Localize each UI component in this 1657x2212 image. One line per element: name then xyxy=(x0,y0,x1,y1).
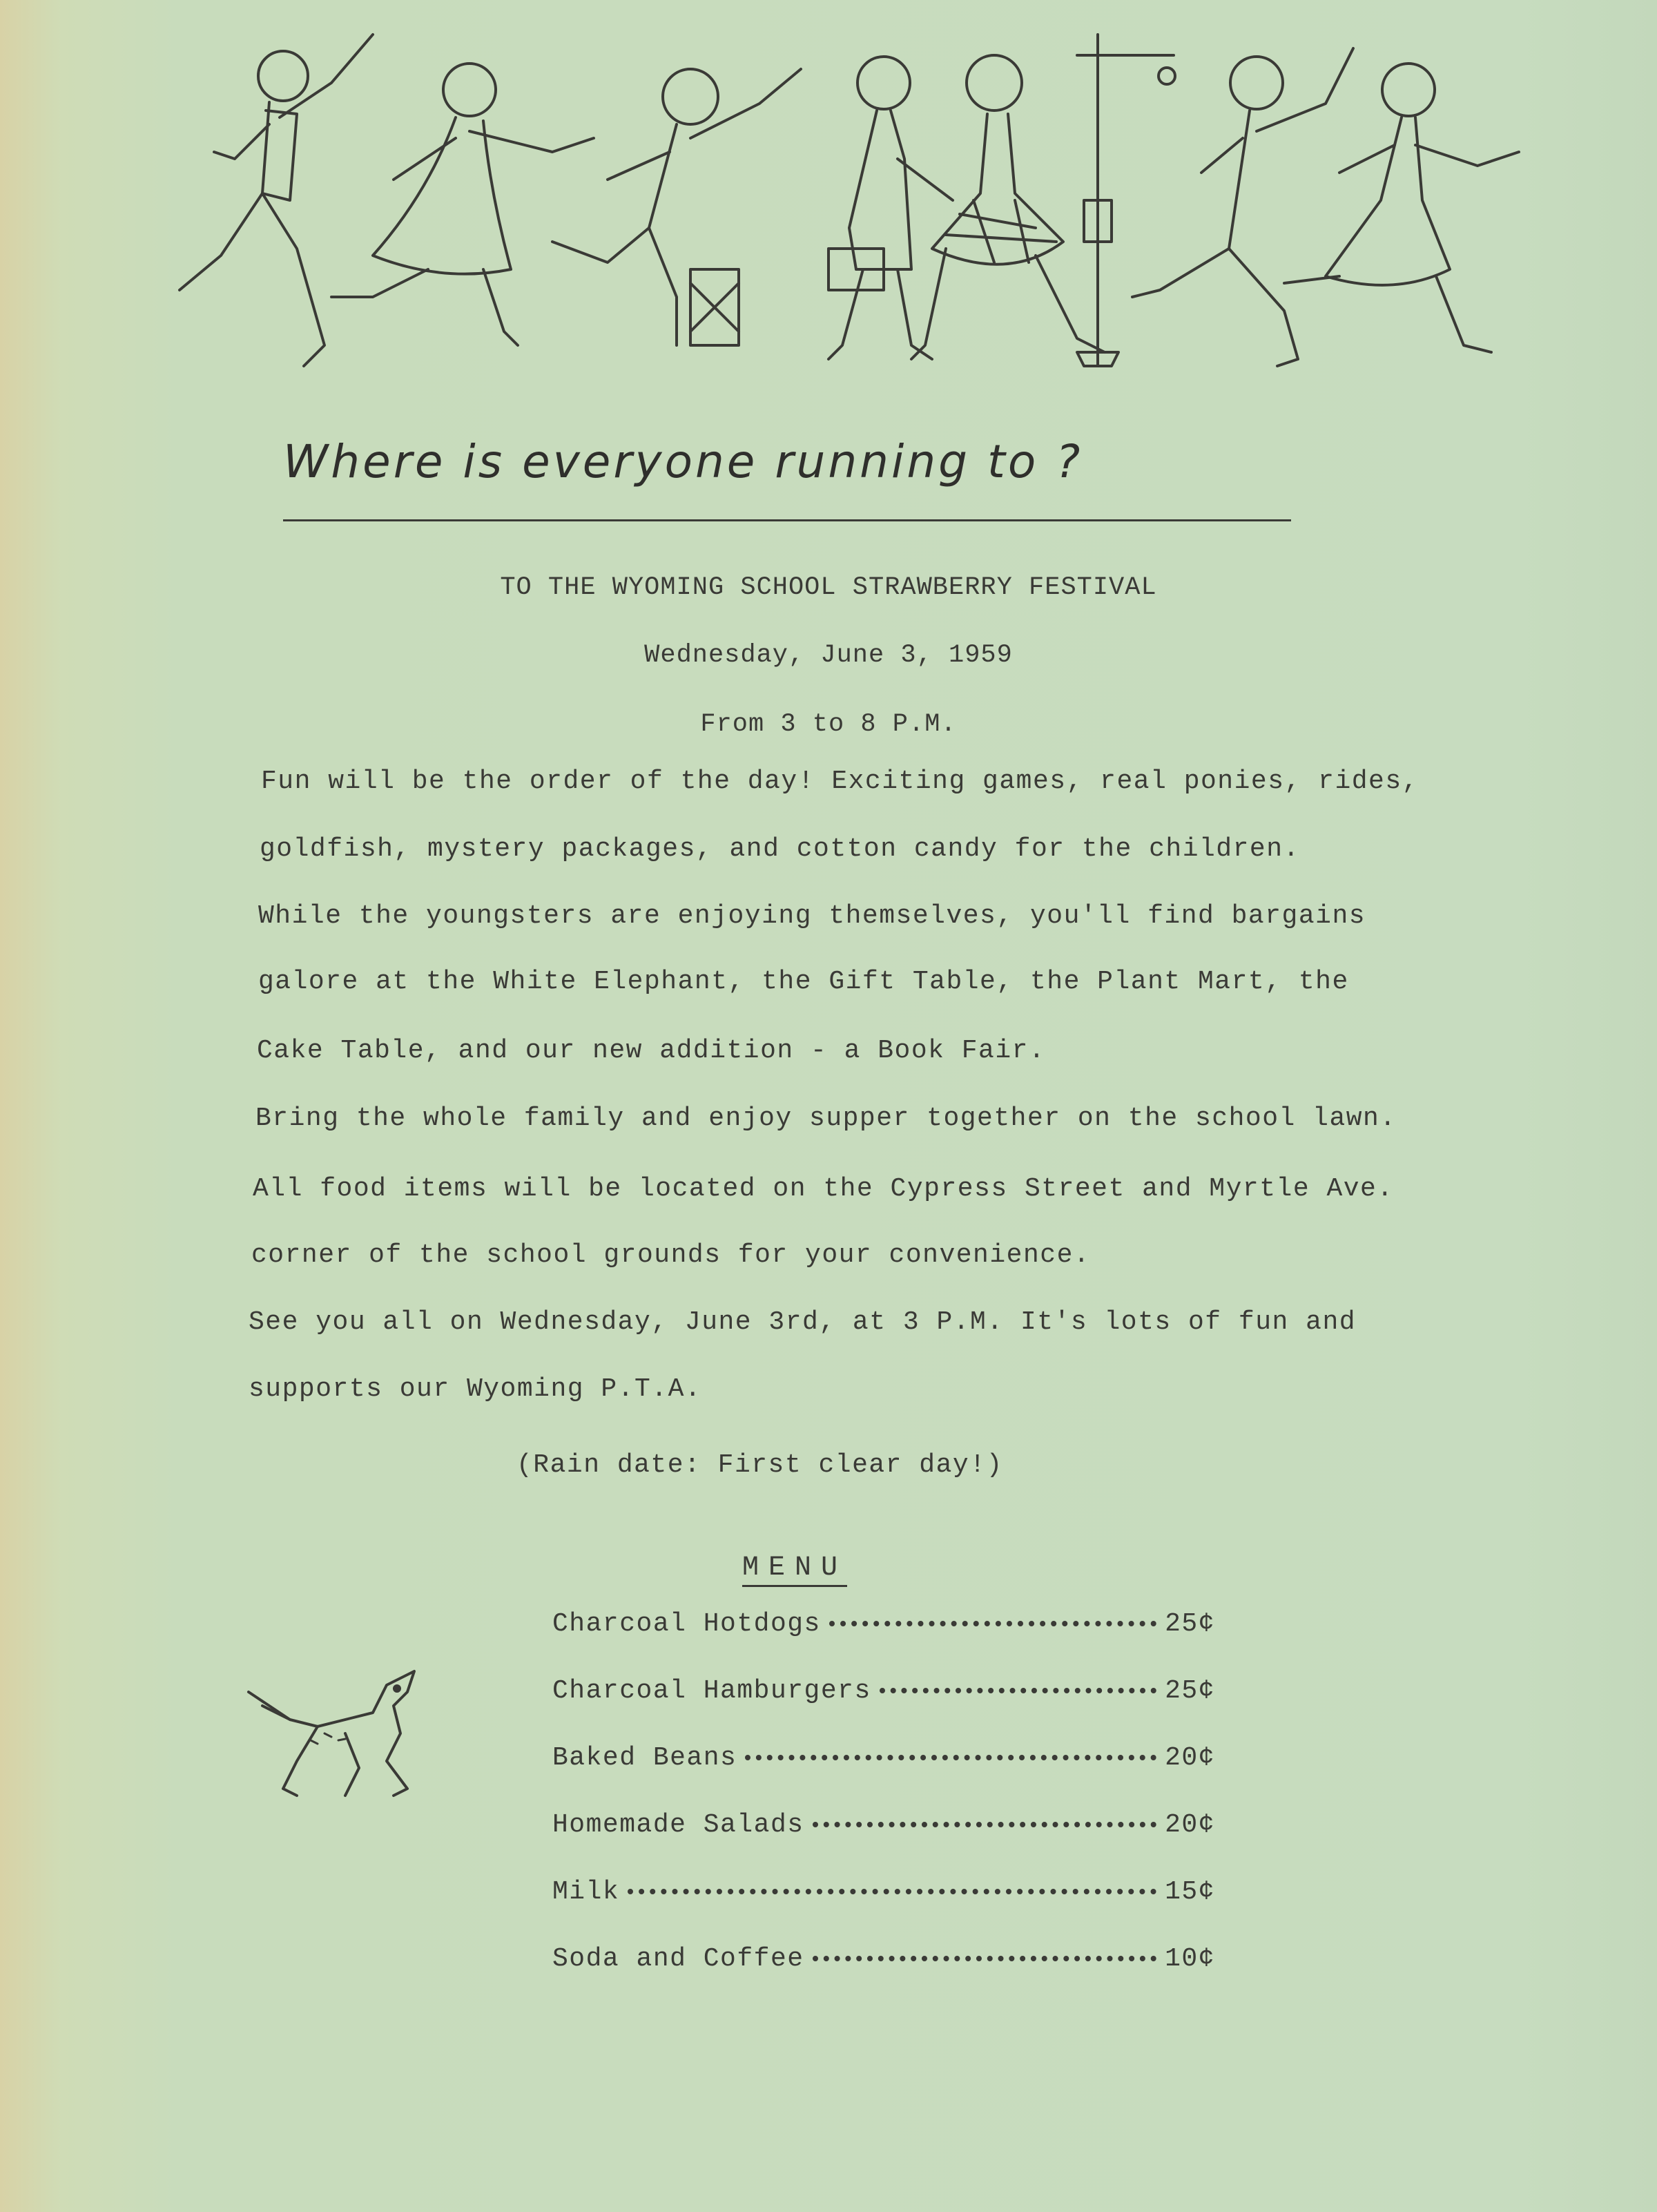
menu-item-name: Charcoal Hamburgers xyxy=(552,1676,871,1706)
paragraph-line: goldfish, mystery packages, and cotton candy for the children. xyxy=(260,834,1300,864)
paragraph-line: While the youngsters are enjoying themselves, you'll find bargains xyxy=(258,901,1366,931)
event-date: Wednesday, June 3, 1959 xyxy=(644,641,1013,670)
menu-item-price: 20¢ xyxy=(1165,1743,1215,1773)
paragraph-line: corner of the school grounds for your convenience. xyxy=(251,1240,1091,1270)
menu-heading: MENU xyxy=(742,1552,847,1587)
running-girl-purse-figure xyxy=(828,57,953,359)
running-girl-plaid-figure xyxy=(911,55,1105,359)
running-dog-illustration xyxy=(242,1657,435,1823)
menu-item-price: 15¢ xyxy=(1165,1877,1215,1907)
paragraph-line: All food items will be located on the Cypress Street and Myrtle Ave. xyxy=(253,1174,1394,1204)
running-girl-figure xyxy=(331,64,594,345)
running-boy-waving-figure xyxy=(1132,48,1353,366)
menu-item xyxy=(552,1676,1215,1743)
menu-item-dots xyxy=(628,1889,1156,1894)
menu-item xyxy=(552,1609,1215,1676)
paragraph-line: supports our Wyoming P.T.A. xyxy=(249,1374,702,1404)
menu-item xyxy=(552,1877,1215,1944)
rain-date-note: (Rain date: First clear day!) xyxy=(516,1450,1003,1480)
flyer-title: Where is everyone running to ? xyxy=(283,435,1083,488)
menu-item-dots xyxy=(880,1688,1156,1693)
menu-item-dots xyxy=(829,1621,1156,1626)
menu-item-price: 10¢ xyxy=(1165,1944,1215,1974)
menu-item-name: Milk xyxy=(552,1877,620,1907)
menu-item-dots xyxy=(745,1755,1156,1760)
running-boy-figure xyxy=(180,35,373,366)
menu-item-dots xyxy=(813,1822,1157,1827)
menu-item xyxy=(552,1810,1215,1877)
menu-item-name: Homemade Salads xyxy=(552,1810,804,1840)
event-time: From 3 to 8 P.M. xyxy=(700,710,957,739)
menu-item-name: Soda and Coffee xyxy=(552,1944,804,1974)
menu-item xyxy=(552,1944,1215,2011)
running-children-illustration xyxy=(166,21,1540,394)
menu-item-name: Charcoal Hotdogs xyxy=(552,1609,821,1639)
paragraph-line: See you all on Wednesday, June 3rd, at 3 P.M. It's lots of fun and xyxy=(249,1307,1357,1337)
event-name: TO THE WYOMING SCHOOL STRAWBERRY FESTIVAL xyxy=(500,573,1157,602)
title-underline xyxy=(283,519,1291,521)
paragraph-line: Bring the whole family and enjoy supper together on the school lawn. xyxy=(255,1104,1397,1133)
lamp-post-figure xyxy=(1077,35,1175,366)
paragraph-line: Fun will be the order of the day! Exciting games, real ponies, rides, xyxy=(261,767,1419,796)
menu-item-dots xyxy=(813,1956,1157,1961)
menu-item-price: 25¢ xyxy=(1165,1676,1215,1706)
paragraph-line: Cake Table, and our new addition - a Book Fair. xyxy=(257,1036,1046,1066)
paragraph-line: galore at the White Elephant, the Gift Table, the Plant Mart, the xyxy=(258,967,1349,997)
running-boy-basket-figure xyxy=(552,69,801,345)
menu-item xyxy=(552,1743,1215,1810)
menu-list xyxy=(552,1609,1215,2011)
menu-item-price: 20¢ xyxy=(1165,1810,1215,1840)
menu-item-price: 25¢ xyxy=(1165,1609,1215,1639)
menu-item-name: Baked Beans xyxy=(552,1743,737,1773)
